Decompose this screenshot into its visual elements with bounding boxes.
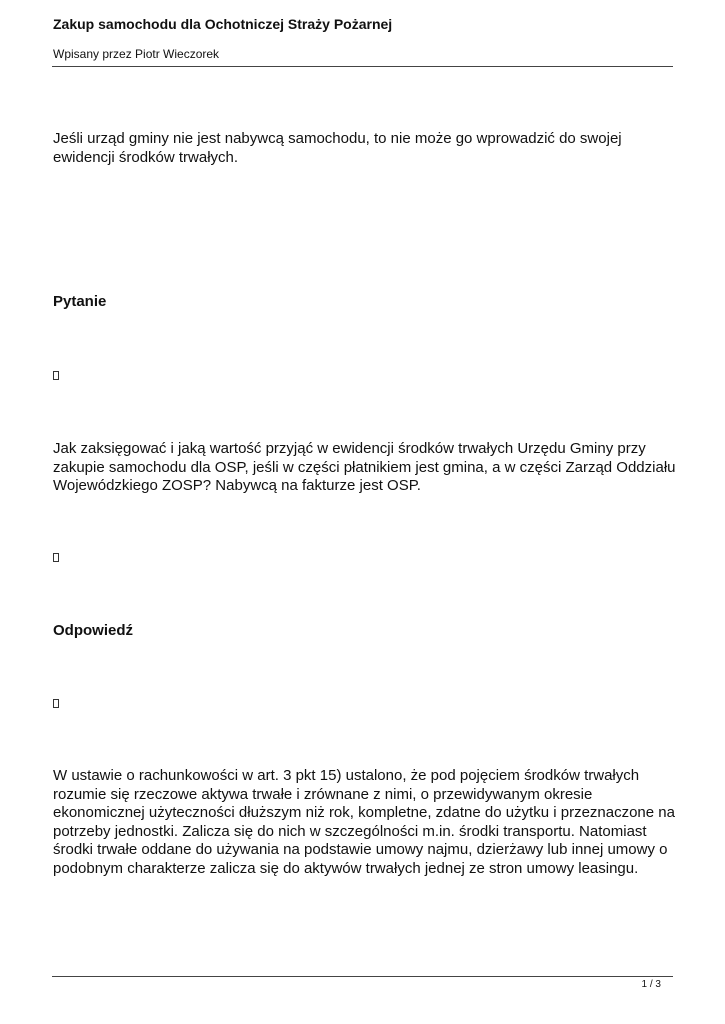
author-line: Wpisany przez Piotr Wieczorek [53,47,220,61]
question-heading: Pytanie [53,293,107,310]
footer-divider [52,976,673,977]
answer-heading: Odpowiedź [53,622,133,639]
missing-glyph-icon [53,699,59,708]
intro-paragraph: Jeśli urząd gminy nie jest nabywcą samochodu, to nie może go wprowadzić do swojej ewidencji środków trwałych. [53,130,622,166]
missing-glyph-icon [53,553,59,562]
missing-glyph-icon [53,371,59,380]
document-title: Zakup samochodu dla Ochotniczej Straży Pożarnej [53,16,393,32]
header-divider [52,66,673,67]
question-paragraph: Jak zaksięgować i jaką wartość przyjąć w ewidencji środków trwałych Urzędu Gminy przy zakupie samochodu dla OSP, jeśli w części płatnikiem jest gmina, a w części Zarząd Oddziału Wojewódzkiego ZOSP? Nabywcą na fakturze jest OSP. [53,440,676,495]
answer-paragraph: W ustawie o rachunkowości w art. 3 pkt 15) ustalono, że pod pojęciem środków trwałych rozumie się rzeczowe aktywa trwałe i zrównane z nimi, o przewidywanym okresie ekonomicznej użyteczności dłuższym niż rok, kompletne, zdatne do użytku i przeznaczone na potrzeby jednostki. Zalicza się do nich w szczególności m.in. środki transportu. Natomiast środki trwałe oddane do używania na podstawie umowy najmu, dzierżawy lub innej umowy o podobnym charakterze zalicza się do aktywów trwałych jednej ze stron umowy leasingu. [53,767,675,877]
page-number: 1 / 3 [641,979,661,990]
